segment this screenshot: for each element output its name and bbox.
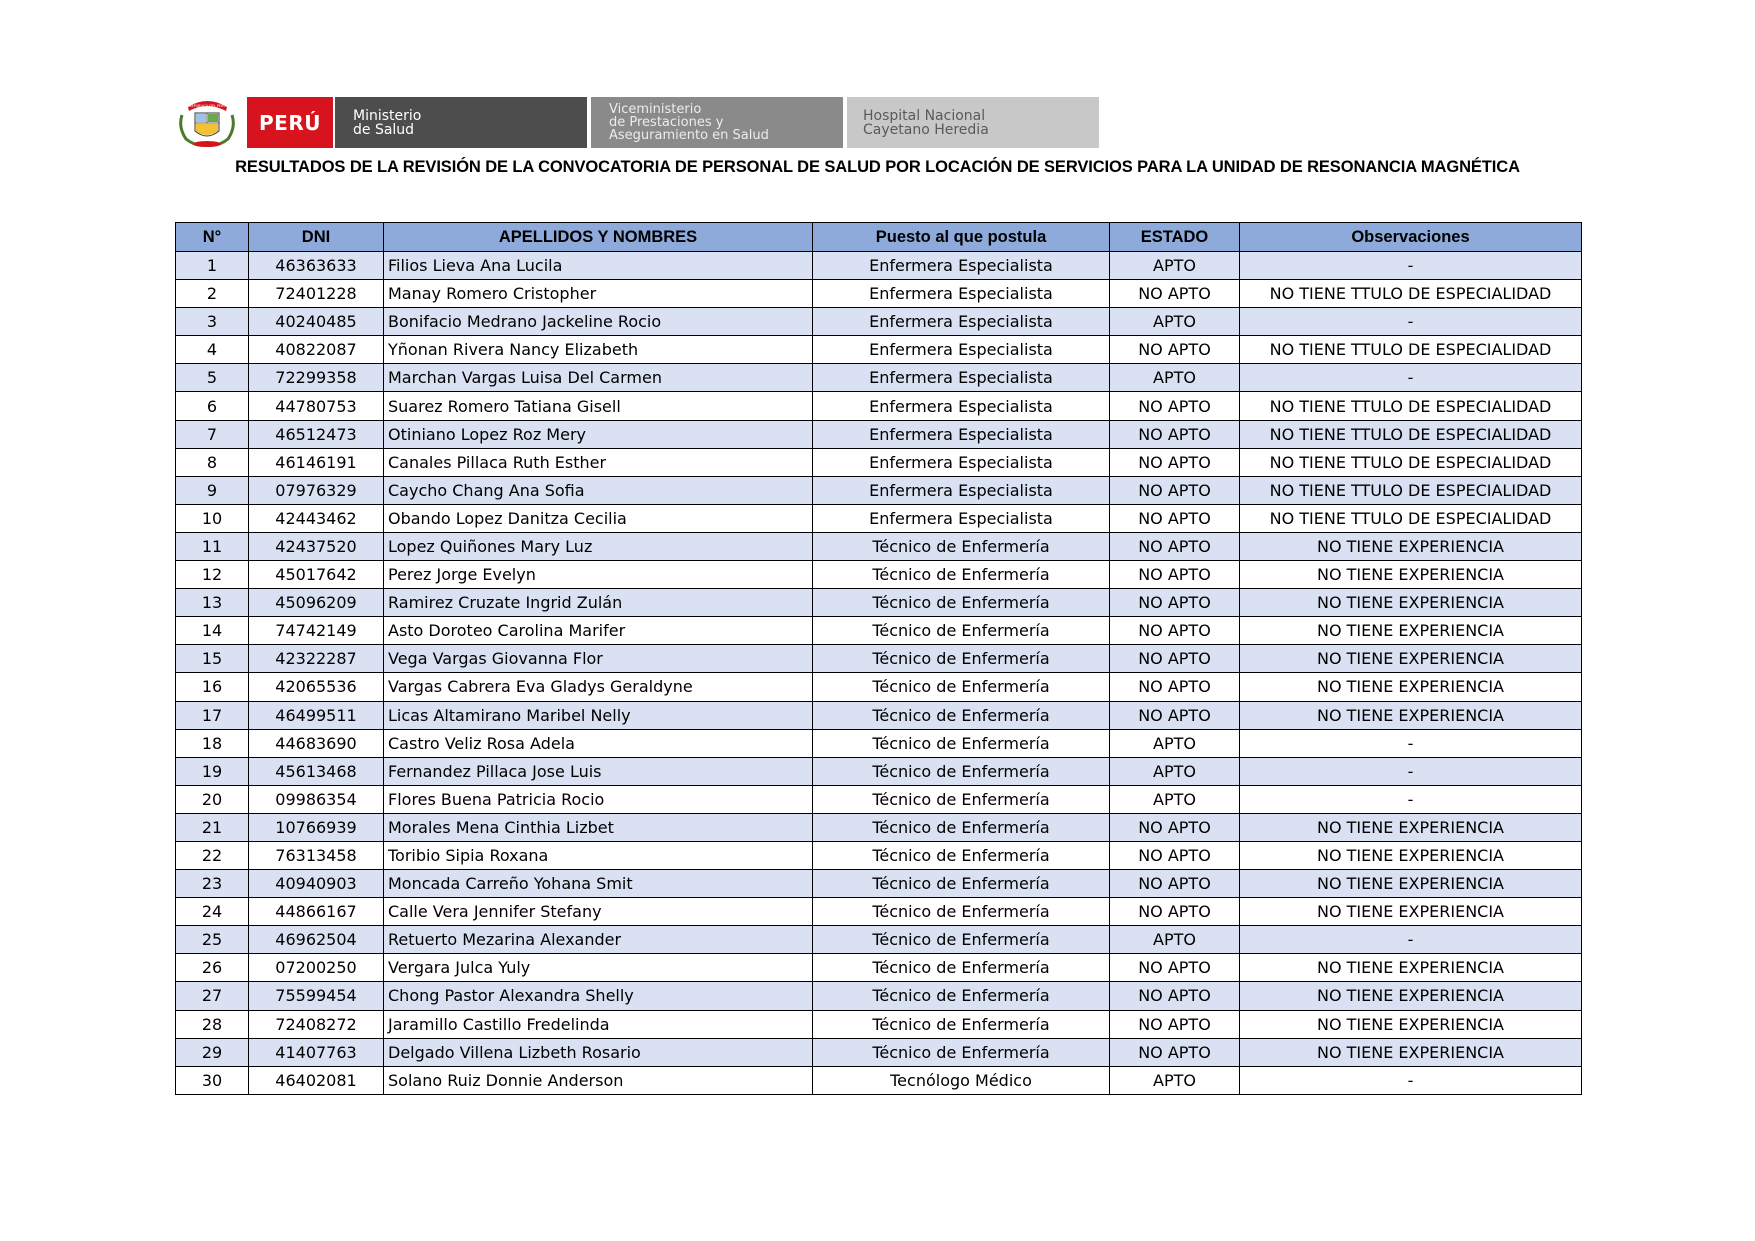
cell-observations: NO TIENE EXPERIENCIA <box>1240 532 1582 560</box>
cell-position: Técnico de Enfermería <box>813 645 1110 673</box>
cell-position: Enfermera Especialista <box>813 420 1110 448</box>
cell-observations: NO TIENE TTULO DE ESPECIALIDAD <box>1240 420 1582 448</box>
cell-names: Perez Jorge Evelyn <box>384 561 813 589</box>
table-row <box>176 448 1582 476</box>
cell-dni: 46962504 <box>249 926 384 954</box>
table-row <box>176 476 1582 504</box>
table-row <box>176 280 1582 308</box>
cell-number: 3 <box>176 308 249 336</box>
cell-names: Vergara Julca Yuly <box>384 954 813 982</box>
cell-status: NO APTO <box>1110 954 1240 982</box>
cell-status: NO APTO <box>1110 336 1240 364</box>
cell-status: NO APTO <box>1110 1038 1240 1066</box>
cell-number: 19 <box>176 757 249 785</box>
cell-number: 12 <box>176 561 249 589</box>
table-row <box>176 1038 1582 1066</box>
cell-status: NO APTO <box>1110 561 1240 589</box>
cell-number: 13 <box>176 589 249 617</box>
cell-position: Técnico de Enfermería <box>813 982 1110 1010</box>
cell-status: APTO <box>1110 308 1240 336</box>
col-header-observations: Observaciones <box>1240 223 1582 252</box>
cell-dni: 46512473 <box>249 420 384 448</box>
cell-number: 26 <box>176 954 249 982</box>
cell-position: Enfermera Especialista <box>813 476 1110 504</box>
institutional-banner <box>176 97 1099 148</box>
cell-dni: 76313458 <box>249 841 384 869</box>
col-header-names: APELLIDOS Y NOMBRES <box>384 223 813 252</box>
cell-names: Flores Buena Patricia Rocio <box>384 785 813 813</box>
cell-number: 11 <box>176 532 249 560</box>
cell-position: Enfermera Especialista <box>813 504 1110 532</box>
table-row <box>176 504 1582 532</box>
cell-number: 29 <box>176 1038 249 1066</box>
cell-status: NO APTO <box>1110 280 1240 308</box>
cell-number: 2 <box>176 280 249 308</box>
cell-position: Técnico de Enfermería <box>813 673 1110 701</box>
cell-position: Enfermera Especialista <box>813 308 1110 336</box>
cell-names: Fernandez Pillaca Jose Luis <box>384 757 813 785</box>
cell-dni: 75599454 <box>249 982 384 1010</box>
cell-observations: - <box>1240 729 1582 757</box>
cell-names: Otiniano Lopez Roz Mery <box>384 420 813 448</box>
table-row <box>176 252 1582 280</box>
cell-status: APTO <box>1110 1066 1240 1094</box>
cell-status: NO APTO <box>1110 589 1240 617</box>
cell-observations: - <box>1240 364 1582 392</box>
cell-position: Enfermera Especialista <box>813 252 1110 280</box>
cell-names: Filios Lieva Ana Lucila <box>384 252 813 280</box>
cell-position: Tecnólogo Médico <box>813 1066 1110 1094</box>
cell-names: Bonifacio Medrano Jackeline Rocio <box>384 308 813 336</box>
cell-observations: - <box>1240 785 1582 813</box>
cell-observations: - <box>1240 1066 1582 1094</box>
cell-names: Jaramillo Castillo Fredelinda <box>384 1010 813 1038</box>
cell-status: APTO <box>1110 252 1240 280</box>
cell-observations: - <box>1240 757 1582 785</box>
cell-number: 18 <box>176 729 249 757</box>
cell-names: Yñonan Rivera Nancy Elizabeth <box>384 336 813 364</box>
cell-dni: 07976329 <box>249 476 384 504</box>
cell-dni: 72299358 <box>249 364 384 392</box>
cell-dni: 40822087 <box>249 336 384 364</box>
cell-dni: 40240485 <box>249 308 384 336</box>
ministerio-line-2: de Salud <box>353 121 415 138</box>
cell-status: NO APTO <box>1110 1010 1240 1038</box>
cell-number: 8 <box>176 448 249 476</box>
cell-position: Enfermera Especialista <box>813 336 1110 364</box>
cell-observations: NO TIENE EXPERIENCIA <box>1240 954 1582 982</box>
cell-observations: NO TIENE EXPERIENCIA <box>1240 898 1582 926</box>
cell-dni: 46363633 <box>249 252 384 280</box>
cell-observations: NO TIENE TTULO DE ESPECIALIDAD <box>1240 476 1582 504</box>
col-header-dni: DNI <box>249 223 384 252</box>
cell-names: Castro Veliz Rosa Adela <box>384 729 813 757</box>
cell-observations: NO TIENE EXPERIENCIA <box>1240 589 1582 617</box>
table-row <box>176 617 1582 645</box>
cell-dni: 42443462 <box>249 504 384 532</box>
cell-names: Vargas Cabrera Eva Gladys Geraldyne <box>384 673 813 701</box>
cell-observations: - <box>1240 252 1582 280</box>
cell-dni: 72401228 <box>249 280 384 308</box>
cell-number: 4 <box>176 336 249 364</box>
table-row <box>176 982 1582 1010</box>
coat-ribbon-text: REPUBLICA DEL PERU <box>189 104 226 108</box>
cell-position: Técnico de Enfermería <box>813 813 1110 841</box>
cell-observations: NO TIENE EXPERIENCIA <box>1240 982 1582 1010</box>
cell-names: Calle Vera Jennifer Stefany <box>384 898 813 926</box>
cell-names: Suarez Romero Tatiana Gisell <box>384 392 813 420</box>
table-row <box>176 898 1582 926</box>
cell-names: Toribio Sipia Roxana <box>384 841 813 869</box>
cell-status: NO APTO <box>1110 504 1240 532</box>
cell-number: 20 <box>176 785 249 813</box>
cell-observations: NO TIENE EXPERIENCIA <box>1240 561 1582 589</box>
cell-dni: 42065536 <box>249 673 384 701</box>
cell-status: NO APTO <box>1110 870 1240 898</box>
table-row <box>176 926 1582 954</box>
table-row <box>176 532 1582 560</box>
cell-status: NO APTO <box>1110 617 1240 645</box>
cell-position: Técnico de Enfermería <box>813 1010 1110 1038</box>
cell-number: 7 <box>176 420 249 448</box>
cell-names: Marchan Vargas Luisa Del Carmen <box>384 364 813 392</box>
cell-position: Enfermera Especialista <box>813 448 1110 476</box>
vice-line-3: Aseguramiento en Salud <box>609 128 769 143</box>
cell-dni: 41407763 <box>249 1038 384 1066</box>
results-table <box>175 222 1582 1095</box>
cell-observations: - <box>1240 308 1582 336</box>
cell-status: NO APTO <box>1110 982 1240 1010</box>
cell-number: 21 <box>176 813 249 841</box>
cell-observations: NO TIENE TTULO DE ESPECIALIDAD <box>1240 448 1582 476</box>
cell-dni: 74742149 <box>249 617 384 645</box>
cell-names: Canales Pillaca Ruth Esther <box>384 448 813 476</box>
cell-names: Morales Mena Cinthia Lizbet <box>384 813 813 841</box>
cell-dni: 09986354 <box>249 785 384 813</box>
cell-observations: NO TIENE EXPERIENCIA <box>1240 617 1582 645</box>
cell-names: Delgado Villena Lizbeth Rosario <box>384 1038 813 1066</box>
cell-status: NO APTO <box>1110 448 1240 476</box>
cell-number: 9 <box>176 476 249 504</box>
cell-dni: 44866167 <box>249 898 384 926</box>
table-row <box>176 589 1582 617</box>
cell-dni: 46146191 <box>249 448 384 476</box>
cell-status: NO APTO <box>1110 645 1240 673</box>
table-row <box>176 701 1582 729</box>
cell-names: Manay Romero Cristopher <box>384 280 813 308</box>
col-header-number: N° <box>176 223 249 252</box>
vice-line-2: de Prestaciones y <box>609 115 724 130</box>
table-row <box>176 392 1582 420</box>
table-row <box>176 1066 1582 1094</box>
cell-observations: NO TIENE EXPERIENCIA <box>1240 673 1582 701</box>
cell-names: Lopez Quiñones Mary Luz <box>384 532 813 560</box>
cell-names: Solano Ruiz Donnie Anderson <box>384 1066 813 1094</box>
cell-observations: NO TIENE EXPERIENCIA <box>1240 841 1582 869</box>
cell-names: Chong Pastor Alexandra Shelly <box>384 982 813 1010</box>
cell-position: Técnico de Enfermería <box>813 532 1110 560</box>
cell-position: Técnico de Enfermería <box>813 561 1110 589</box>
table-row <box>176 757 1582 785</box>
cell-observations: NO TIENE EXPERIENCIA <box>1240 813 1582 841</box>
ministerio-line-1: Ministerio <box>353 107 422 124</box>
table-row <box>176 1010 1582 1038</box>
cell-position: Técnico de Enfermería <box>813 757 1110 785</box>
cell-status: NO APTO <box>1110 673 1240 701</box>
cell-observations: NO TIENE EXPERIENCIA <box>1240 701 1582 729</box>
cell-position: Técnico de Enfermería <box>813 785 1110 813</box>
cell-observations: NO TIENE EXPERIENCIA <box>1240 645 1582 673</box>
cell-dni: 72408272 <box>249 1010 384 1038</box>
cell-position: Técnico de Enfermería <box>813 841 1110 869</box>
table-row <box>176 645 1582 673</box>
cell-status: NO APTO <box>1110 898 1240 926</box>
cell-names: Asto Doroteo Carolina Marifer <box>384 617 813 645</box>
cell-position: Enfermera Especialista <box>813 364 1110 392</box>
viceministerio-label <box>591 97 843 148</box>
table-row <box>176 308 1582 336</box>
cell-dni: 45096209 <box>249 589 384 617</box>
cell-dni: 45613468 <box>249 757 384 785</box>
cell-number: 28 <box>176 1010 249 1038</box>
cell-position: Técnico de Enfermería <box>813 870 1110 898</box>
cell-position: Enfermera Especialista <box>813 280 1110 308</box>
vice-line-1: Viceministerio <box>609 102 702 117</box>
table-row <box>176 729 1582 757</box>
cell-number: 23 <box>176 870 249 898</box>
cell-number: 27 <box>176 982 249 1010</box>
hospital-line-1: Hospital Nacional <box>863 107 986 124</box>
cell-status: NO APTO <box>1110 392 1240 420</box>
cell-observations: - <box>1240 926 1582 954</box>
table-row <box>176 813 1582 841</box>
cell-status: NO APTO <box>1110 532 1240 560</box>
cell-number: 24 <box>176 898 249 926</box>
cell-status: NO APTO <box>1110 841 1240 869</box>
cell-position: Técnico de Enfermería <box>813 701 1110 729</box>
cell-position: Técnico de Enfermería <box>813 926 1110 954</box>
table-header-row <box>176 223 1582 252</box>
cell-status: NO APTO <box>1110 476 1240 504</box>
cell-status: APTO <box>1110 757 1240 785</box>
cell-names: Vega Vargas Giovanna Flor <box>384 645 813 673</box>
peru-coat-of-arms-icon <box>176 97 239 148</box>
cell-number: 22 <box>176 841 249 869</box>
table-row <box>176 870 1582 898</box>
cell-status: NO APTO <box>1110 420 1240 448</box>
cell-number: 1 <box>176 252 249 280</box>
cell-names: Ramirez Cruzate Ingrid Zulán <box>384 589 813 617</box>
cell-observations: NO TIENE EXPERIENCIA <box>1240 1038 1582 1066</box>
cell-position: Técnico de Enfermería <box>813 898 1110 926</box>
cell-names: Caycho Chang Ana Sofia <box>384 476 813 504</box>
cell-status: NO APTO <box>1110 701 1240 729</box>
cell-number: 5 <box>176 364 249 392</box>
hospital-label <box>847 97 1099 148</box>
col-header-position: Puesto al que postula <box>813 223 1110 252</box>
cell-position: Técnico de Enfermería <box>813 729 1110 757</box>
cell-observations: NO TIENE EXPERIENCIA <box>1240 870 1582 898</box>
cell-position: Técnico de Enfermería <box>813 954 1110 982</box>
cell-observations: NO TIENE TTULO DE ESPECIALIDAD <box>1240 336 1582 364</box>
cell-status: APTO <box>1110 926 1240 954</box>
cell-observations: NO TIENE TTULO DE ESPECIALIDAD <box>1240 504 1582 532</box>
table-row <box>176 420 1582 448</box>
cell-dni: 42437520 <box>249 532 384 560</box>
cell-position: Técnico de Enfermería <box>813 617 1110 645</box>
cell-names: Obando Lopez Danitza Cecilia <box>384 504 813 532</box>
table-row <box>176 364 1582 392</box>
table-body <box>176 252 1582 1095</box>
cell-dni: 07200250 <box>249 954 384 982</box>
ministerio-label <box>333 97 587 148</box>
cell-number: 6 <box>176 392 249 420</box>
cell-dni: 44780753 <box>249 392 384 420</box>
hospital-line-2: Cayetano Heredia <box>863 121 989 138</box>
cell-status: APTO <box>1110 729 1240 757</box>
cell-position: Técnico de Enfermería <box>813 589 1110 617</box>
cell-dni: 46402081 <box>249 1066 384 1094</box>
cell-position: Enfermera Especialista <box>813 392 1110 420</box>
table-row <box>176 954 1582 982</box>
cell-dni: 44683690 <box>249 729 384 757</box>
cell-status: NO APTO <box>1110 813 1240 841</box>
table-row <box>176 336 1582 364</box>
cell-dni: 10766939 <box>249 813 384 841</box>
page-title: RESULTADOS DE LA REVISIÓN DE LA CONVOCATORIA DE PERSONAL DE SALUD POR LOCACIÓN DE SERVICIOS PARA LA UNIDAD DE RESONANCIA MAGNÉTICA <box>235 158 1520 176</box>
col-header-status: ESTADO <box>1110 223 1240 252</box>
cell-dni: 46499511 <box>249 701 384 729</box>
cell-observations: NO TIENE TTULO DE ESPECIALIDAD <box>1240 392 1582 420</box>
cell-status: APTO <box>1110 364 1240 392</box>
cell-number: 25 <box>176 926 249 954</box>
cell-observations: NO TIENE TTULO DE ESPECIALIDAD <box>1240 280 1582 308</box>
cell-number: 30 <box>176 1066 249 1094</box>
table-row <box>176 785 1582 813</box>
table-row <box>176 841 1582 869</box>
cell-names: Retuerto Mezarina Alexander <box>384 926 813 954</box>
cell-number: 15 <box>176 645 249 673</box>
cell-observations: NO TIENE EXPERIENCIA <box>1240 1010 1582 1038</box>
cell-names: Licas Altamirano Maribel Nelly <box>384 701 813 729</box>
table-row <box>176 561 1582 589</box>
cell-names: Moncada Carreño Yohana Smit <box>384 870 813 898</box>
cell-number: 10 <box>176 504 249 532</box>
table-row <box>176 673 1582 701</box>
cell-number: 16 <box>176 673 249 701</box>
cell-status: APTO <box>1110 785 1240 813</box>
cell-dni: 42322287 <box>249 645 384 673</box>
cell-dni: 40940903 <box>249 870 384 898</box>
cell-position: Técnico de Enfermería <box>813 1038 1110 1066</box>
peru-label: PERÚ <box>247 97 333 148</box>
cell-number: 17 <box>176 701 249 729</box>
cell-number: 14 <box>176 617 249 645</box>
cell-dni: 45017642 <box>249 561 384 589</box>
